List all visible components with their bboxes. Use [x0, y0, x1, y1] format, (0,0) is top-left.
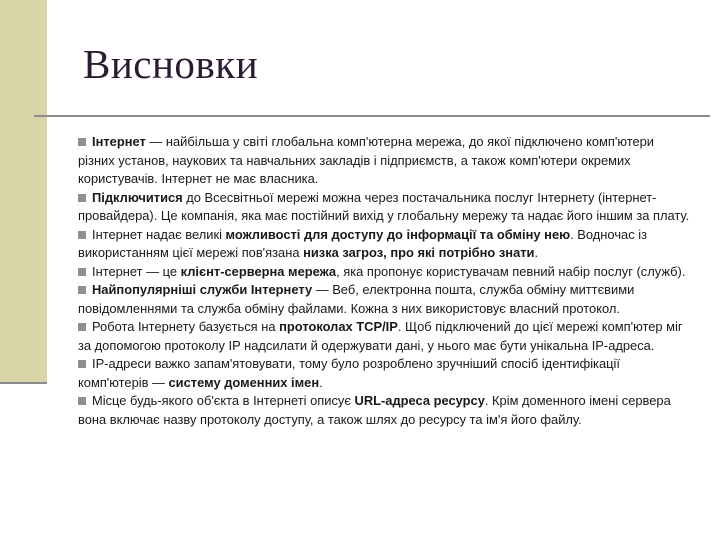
bullet-paragraph [78, 189, 690, 226]
bullet-paragraph [78, 133, 690, 189]
para-text: Місце будь-якого об'єкта в Інтернеті описує [92, 393, 355, 408]
side-divider-line [0, 382, 47, 384]
bullet-paragraph [78, 355, 690, 392]
para-text: . Водночас із використанням цієї мережі пов'язана [78, 226, 647, 260]
para-text: Інтернет надає великі [92, 226, 226, 242]
square-bullet-icon [78, 268, 86, 276]
square-bullet-icon [78, 138, 86, 146]
para-text-bold: можливості для доступу до інформації та обміну нею [225, 226, 571, 242]
para-text: — найбільша у світі глобальна комп'ютерна мережа, до якої підключено комп'ютери різних установ, наукових та навчальних закладів і підприємств, а також комп'ютери окремих користувачів. Інтернет не має власника. [78, 134, 655, 186]
para-text-bold: Найпопулярніші служби Інтернету [92, 282, 313, 297]
slide-body [78, 133, 690, 429]
square-bullet-icon [78, 360, 86, 368]
square-bullet-icon [78, 194, 86, 202]
para-text: . Крім доменного імені сервера вона включає назву протоколу доступу, а також шлях до ресурсу та ім'я його файлу. [78, 393, 671, 427]
square-bullet-icon [78, 231, 86, 239]
para-text: . [319, 374, 323, 390]
decorative-side-bar [0, 0, 47, 382]
square-bullet-icon [78, 323, 86, 331]
bullet-paragraph [78, 263, 690, 282]
square-bullet-icon [78, 286, 86, 294]
para-text: . Щоб підключений до цієї мережі комп'ютер міг за допомогою протоколу IP надсилати й одержувати дані, у нього має бути унікальна IP-адреса. [78, 319, 683, 353]
slide-title: Висновки [83, 41, 259, 87]
para-text: Інтернет — це [92, 263, 181, 279]
para-text: до Всесвітньої мережі можна через постачальника послуг Інтернету (інтернет-провайдера). Це компанія, яка має постійний вихід у глобальну мережу та надає його іншим за плату. [78, 189, 690, 223]
para-text: — Веб, електронна пошта, служба обміну миттєвими повідомленнями та служба обміну файлами. Кожна з них використовує власний протокол. [78, 282, 635, 316]
para-text-bold: клієнт-серверна мережа [180, 263, 337, 279]
para-text: . [534, 245, 539, 260]
para-text-bold: протоколах TCP/IP [279, 319, 398, 334]
square-bullet-icon [78, 397, 86, 405]
para-text-bold: Підключитися [92, 189, 183, 205]
para-text-bold: низка загроз, про які потрібно знати [303, 245, 535, 260]
bullet-paragraph [78, 281, 690, 318]
bullet-paragraph [78, 318, 690, 355]
para-text-bold: URL-адреса ресурсу [354, 393, 485, 408]
bullet-paragraph [78, 392, 690, 429]
para-text-bold: систему доменних імен [168, 374, 320, 390]
bullet-paragraph [78, 226, 690, 263]
para-text-bold: Інтернет [92, 134, 146, 149]
title-divider-rule [34, 115, 710, 117]
para-text: IP-адреси важко запам'ятовувати, тому було розроблено зручніший спосіб ідентифікації комп'ютерів — [78, 356, 620, 390]
para-text: Робота Інтернету базується на [92, 319, 280, 334]
para-text: , яка пропонує користувачам певний набір послуг (служб). [336, 263, 686, 279]
